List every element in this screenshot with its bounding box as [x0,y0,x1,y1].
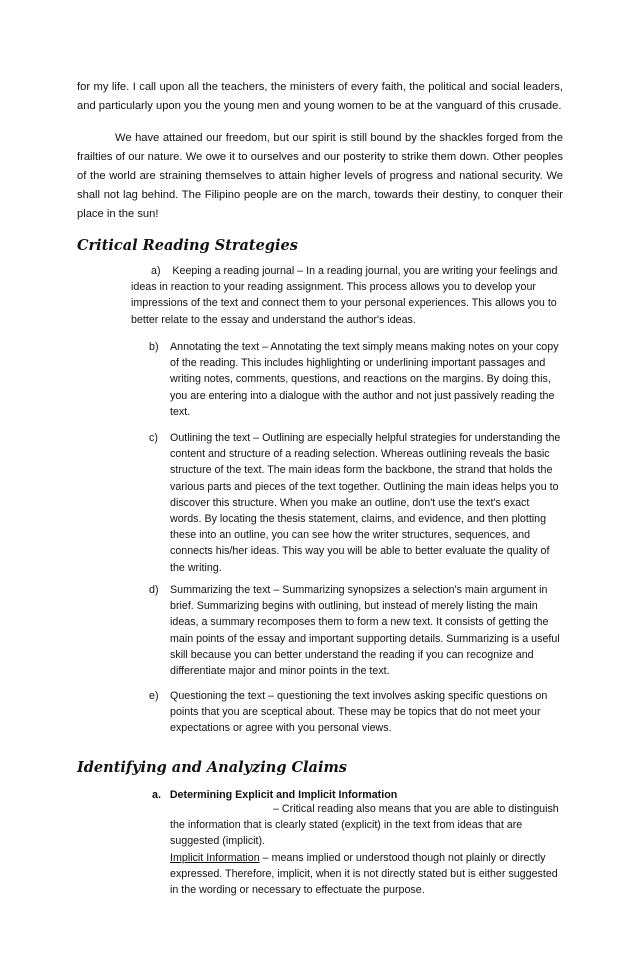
list-item-text: Questioning the text – questioning the text involves asking specific questions on points that you are sceptical about. These may be topics that do not meet your expectations or agree with you personal views. [170,690,548,735]
list-item-text: Annotating the text – Annotating the text simply means making notes on your copy of the reading. This includes highlighting or underlining important passages and writing notes, comments, questions, and reactions on the margins. By doing this, you are entering into a dialogue with the author and not just passively reading the text. [170,341,559,418]
list-item-label: a) [151,265,161,277]
list-item-text: Keeping a reading journal – In a reading journal, you are writing your feelings and ideas in reaction to your reading assignment. This process allows you to develop your impressions of the text and connect them to your personal experiences. This allows you to better relate to the essay and understand the author's ideas. [131,265,558,326]
list-item-d [149,582,563,679]
list-item-c [149,430,563,576]
list-item-text: Outlining the text – Outlining are especially helpful strategies for understanding the content and structure of a reading selection. Whereas outlining reveals the basic structure of the text. The main ideas form the backbone, the strand that holds the various parts and pieces of the text together. Outlining the main ideas helps you to discover this structure. When you make an outline, don't use the text's exact words. By locating the thesis statement, claims, and evidence, and then plotting these into an outline, you can see how the writer structures, sequences, and connects his/her ideas. This way you will be able to better evaluate the quality of the writing. [170,432,561,574]
intro-paragraph-1: for my life. I call upon all the teachers, the ministers of every faith, the political and social leaders, and particularly upon you the young men and young women to be at the vanguard of this crusade. [77,81,563,112]
list-item-label: e) [149,690,159,702]
section-heading-claims: Identifying and Analyzing Claims [77,759,347,776]
subsection-body: – Critical reading also means that you are able to distinguish the information that is clearly stated (explicit) in the text from ideas that are suggested (implicit). [170,803,559,848]
subsection-label: a. [152,789,161,801]
list-item-a [131,263,563,328]
implicit-text: – means implied or understood though not plainly or directly expressed. Therefore, implicit, when it is not directly stated but is either suggested in the wording or necessary to effectuate the purpose. [170,852,558,897]
subsection-title-text: Determining Explicit and Implicit Information [169,789,398,801]
section-heading-critical-reading: Critical Reading Strategies [77,237,298,254]
list-item-e [149,688,563,737]
implicit-definition [170,850,563,899]
intro-paragraph-2: We have attained our freedom, but our spirit is still bound by the shackles forged from the frailties of our nature. We owe it to ourselves and our posterity to strike them down. Other peoples of the world are straining themselves to attain higher levels of progress and national security. We shall not lag behind. The Filipino people are on the march, towards their destiny, to conquer their place in the sun! [77,132,563,220]
list-item-label: d) [149,584,159,596]
implicit-term: Implicit Information [170,852,260,864]
list-item-label: c) [149,432,158,444]
list-item-text: Summarizing the text – Summarizing synopsizes a selection's main argument in brief. Summarizing begins with outlining, but instead of merely listing the main ideas, a summary recomposes them to form a new text. It consists of getting the main points of the essay and important supporting details. Summarizing is a useful skill because you can better understand the reading if you can recognize and differentiate major and minor points in the text. [170,584,560,678]
list-item-label: b) [149,341,159,353]
list-item-b [149,339,563,420]
